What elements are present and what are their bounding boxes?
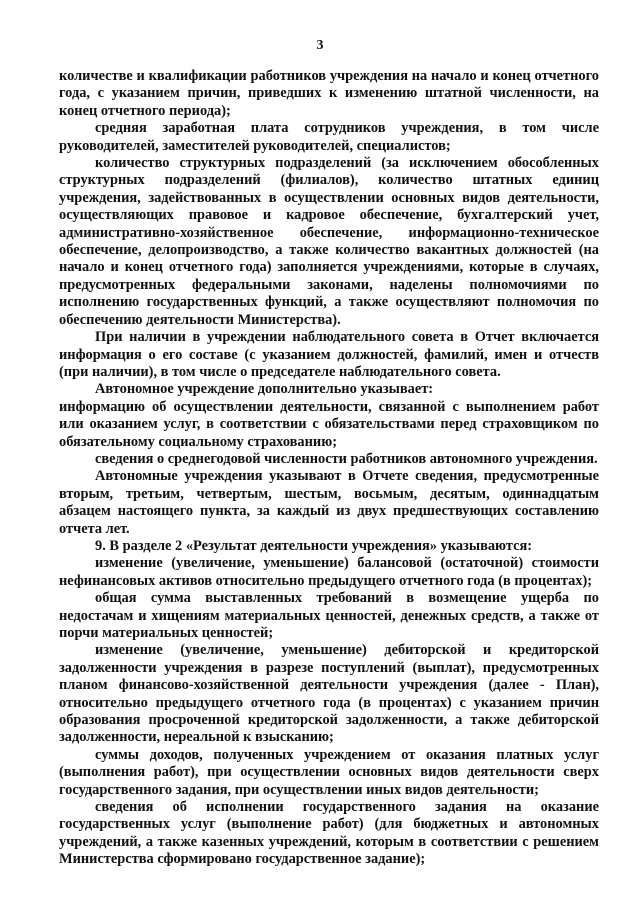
paragraph: изменение (увеличение, уменьшение) балансовой (остаточной) стоимости нефинансовых активов относительно предыдущего отчетного года (в процентах); (59, 555, 599, 589)
paragraph: количестве и квалификации работников учреждения на начало и конец отчетного года, с указанием причин, приведших к изменению штатной численности, на конец отчетного периода); (59, 68, 599, 119)
document-body (59, 68, 599, 869)
paragraph: сведения о среднегодовой численности работников автономного учреждения. (95, 450, 598, 467)
paragraph: Автономное учреждение дополнительно указывает: (95, 381, 434, 398)
paragraph: количество структурных подразделений (за исключением обособленных структурных подразделений (филиалов), количество штатных единиц учреждения, задействованных в осуществлении основных видов деятельности, осуществляющих правовое и кадровое обеспечение, бухгалтерский учет, административно-хозяйственное обеспечение, информационно-техническое обеспечение, делопроизводство, а также количество вакантных должностей (на начало и конец отчетного года) заполняется учреждениями, которые в случаях, предусмотренных федеральными законами, наделены полномочиями по исполнению государственных функций, а также осуществляют полномочия по обеспечению деятельности Министерства). (59, 155, 599, 328)
page-number: 3 (316, 38, 324, 53)
paragraph: 9. В разделе 2 «Результат деятельности учреждения» указываются: (95, 537, 533, 554)
paragraph: средняя заработная плата сотрудников учреждения, в том числе руководителей, заместителей руководителей, специалистов; (59, 120, 599, 154)
paragraph: информацию об осуществлении деятельности, связанной с выполнением работ или оказанием услуг, в соответствии с обязательствами перед страховщиком по обязательному социальному страхованию; (59, 398, 599, 450)
paragraph: общая сумма выставленных требований в возмещение ущерба по недостачам и хищениям материальных ценностей, денежных средств, а также от порчи материальных ценностей; (59, 590, 599, 641)
paragraph: Автономные учреждения указывают в Отчете сведения, предусмотренные вторым, третьим, четвертым, шестым, восьмым, десятым, одиннадцатым абзацем настоящего пункта, за каждый из двух предшествующих составлению отчета лет. (59, 468, 599, 537)
paragraph: изменение (увеличение, уменьшение) дебиторской и кредиторской задолженности учреждения в разрезе поступлений (выплат), предусмотренных планом финансово-хозяйственной деятельности учреждения (далее - План), относительно предыдущего отчетного года (в процентах) с указанием причин образования просроченной кредиторской задолженности, а также дебиторской задолженности, нереальной к взысканию; (59, 642, 599, 746)
paragraph: сведения об исполнении государственного задания на оказание государственных услуг (выполнение работ) (для бюджетных и автономных учреждений, а также казенных учреждений, которым в соответствии с решением Министерства сформировано государственное задание); (59, 799, 599, 868)
paragraph: При наличии в учреждении наблюдательного совета в Отчет включается информация о его составе (с указанием должностей, фамилий, имен и отчеств (при наличии), в том числе о председателе наблюдательного совета. (59, 329, 599, 380)
paragraph: суммы доходов, полученных учреждением от оказания платных услуг (выполнения работ), при осуществлении основных видов деятельности сверх государственного задания, при осуществлении иных видов деятельности; (59, 746, 599, 798)
